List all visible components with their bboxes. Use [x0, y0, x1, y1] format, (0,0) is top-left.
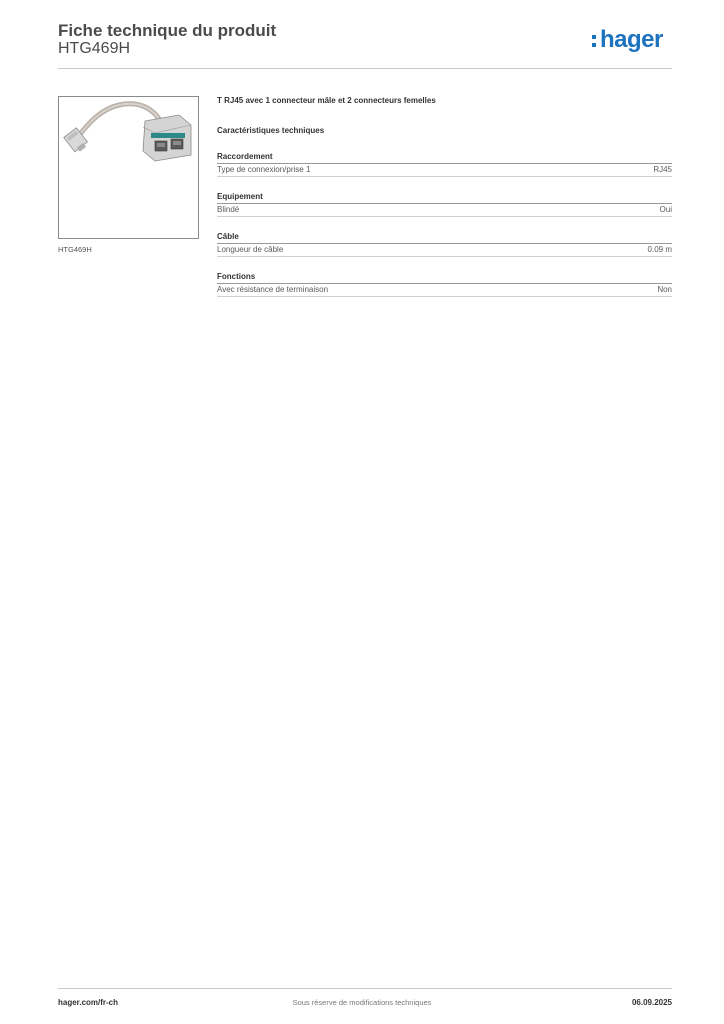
spec-panel [217, 95, 672, 297]
section-title: Câble [217, 231, 672, 244]
section-title: Raccordement [217, 151, 672, 164]
spec-value: Non [657, 285, 672, 294]
section-title: Fonctions [217, 271, 672, 284]
product-code: HTG469H [58, 40, 131, 57]
spec-row [217, 284, 672, 297]
spec-row [217, 204, 672, 217]
product-image [58, 96, 199, 239]
page-title: Fiche technique du produit [58, 21, 277, 40]
hager-logo [592, 26, 663, 60]
spec-label: Blindé [217, 205, 240, 214]
spec-label: Avec résistance de terminaison [217, 285, 329, 294]
spec-value: 0.09 m [647, 245, 672, 254]
spec-row [217, 164, 672, 177]
logo-dots-icon [592, 32, 598, 54]
footer-divider [58, 988, 672, 989]
header-divider [58, 68, 672, 69]
section-title: Equipement [217, 191, 672, 204]
footer-date: 06.09.2025 [631, 998, 672, 1007]
footer-website-link[interactable]: hager.com/fr-ch [58, 998, 119, 1007]
footer-notice: Sous réserve de modifications techniques [292, 998, 432, 1007]
spec-label: Longueur de câble [217, 245, 284, 254]
spec-value: RJ45 [653, 165, 672, 174]
spec-label: Type de connexion/prise 1 [217, 165, 311, 174]
logo-text: hager [600, 26, 663, 53]
image-caption: HTG469H [58, 245, 92, 254]
product-description: T RJ45 avec 1 connecteur mâle et 2 connecteurs femelles [217, 96, 436, 105]
tech-characteristics-title: Caractéristiques techniques [217, 126, 325, 135]
spec-section-cable [217, 231, 672, 257]
spec-value: Oui [659, 205, 672, 214]
spec-section-fonctions [217, 271, 672, 297]
spec-section-raccordement [217, 151, 672, 177]
spec-section-equipement [217, 191, 672, 217]
spec-row [217, 244, 672, 257]
